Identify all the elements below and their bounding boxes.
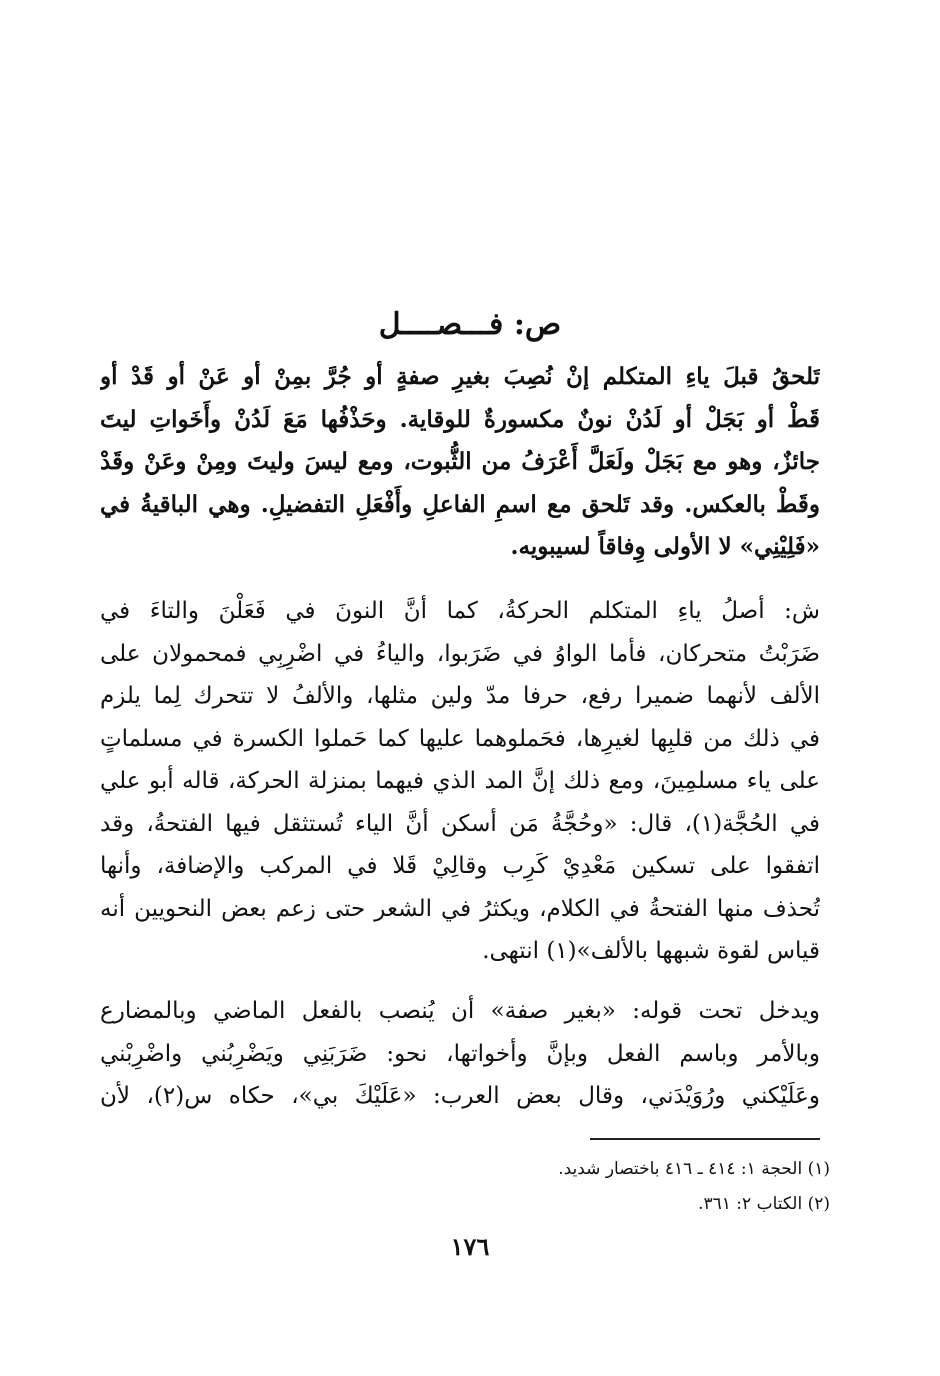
sharh-line: ش: أصلُ ياءِ المتكلم الحركةُ، كما أنَّ النونَ في فَعَلْنَ والتاءَ في: [100, 598, 820, 624]
sharh-line: في الحُجَّة(١)، قال: «وحُجَّةُ مَن أسكن أنَّ الياء تُستثقل فيها الفتحةُ، وقد: [100, 810, 820, 837]
page-number: ١٧٦: [450, 1232, 490, 1261]
body-line: وعَلَيْكني ورُوَيْدَني، وقال بعض العرب: «عَلَيْكَ بي»، حكاه س(٢)، لأن: [100, 1083, 820, 1109]
footnote-divider: [590, 1138, 820, 1140]
matn-line: «فَلِيْنِي» لا الأولى وِفاقاً لسيبويه.: [510, 533, 820, 560]
sharh-line: في ذلك من قلبِها لغيرِها، فحَملوهما عليها كما حَملوا الكسرة في مسلماتٍ: [100, 725, 820, 752]
matn-line: وقَطْ بالعكس. وقد تَلحق مع اسمِ الفاعلِ وأَفْعَلِ التفضيلِ. وهي الباقيةُ في: [100, 490, 820, 518]
sharh-line: على ياء مسلمِينَ، ومع ذلك إنَّ المد الذي فيهما بمنزلة الحركة، قاله أبو علي: [100, 768, 820, 794]
sharh-paragraph: [100, 590, 820, 973]
section-heading: ص: فـــصــــل: [378, 307, 562, 342]
footnote-item: (٢) الكتاب ٢: ٣٦١.: [698, 1194, 830, 1214]
sharh-line: قياس لقوة شبهها بالألف»(١) انتهى.: [482, 938, 820, 964]
body-line: ويدخل تحت قوله: «بغير صفة» أن يُنصب بالفعل الماضي وبالمضارع: [100, 998, 820, 1024]
footnotes: [110, 1152, 830, 1222]
matn-line: تَلحقُ قبلَ ياءِ المتكلم إنْ نُصِبَ بغيرِ صفةٍ أو جُرَّ بمِنْ أو عَنْ أو قَدْ أو: [100, 363, 820, 390]
matn-line: قَطْ أو بَجَلْ أو لَدُنْ نونٌ مكسورةٌ للوقاية. وحَذْفُها مَعَ لَدُنْ وأَخَواتِ ليتَ: [100, 405, 820, 433]
sharh-line: اتفقوا على تسكين مَعْدِيْ كَرِب وقالِيْ قَلا في المركب والإضافة، وأنها: [100, 853, 820, 879]
matn-line: جائزٌ، وهو مع بَجَلْ ولَعَلَّ أَعْرَفُ من الثُّبوت، ومع ليسَ وليتَ ومِنْ وعَنْ وقَدْ: [100, 448, 820, 475]
sharh-line: تُحذف منها الفتحةُ في الكلام، ويكثرُ في الشعر حتى زعم بعض النحويين أنه: [100, 895, 820, 922]
footnote-item: (١) الحجة ١: ٤١٤ ـ ٤١٦ باختصار شديد.: [558, 1159, 830, 1179]
body-paragraph: [100, 990, 820, 1118]
sharh-line: ضَرَبْتُ متحركان، فأما الواوُ في ضَرَبوا، والياءُ في اضْرِبِي فمحمولان على: [100, 640, 820, 667]
sharh-line: الألف لأنهما ضميرا رفع، حرفا مدّ ولين مثلها، والألفُ لا تتحرك لِما يلزم: [100, 683, 820, 709]
body-line: وبالأمر وباسم الفعل وبإنَّ وأخواتها، نحو: ضَرَبَنِي ويَضْرِبُني واضْرِبْني: [100, 1040, 820, 1067]
matn-paragraph: [100, 356, 820, 569]
